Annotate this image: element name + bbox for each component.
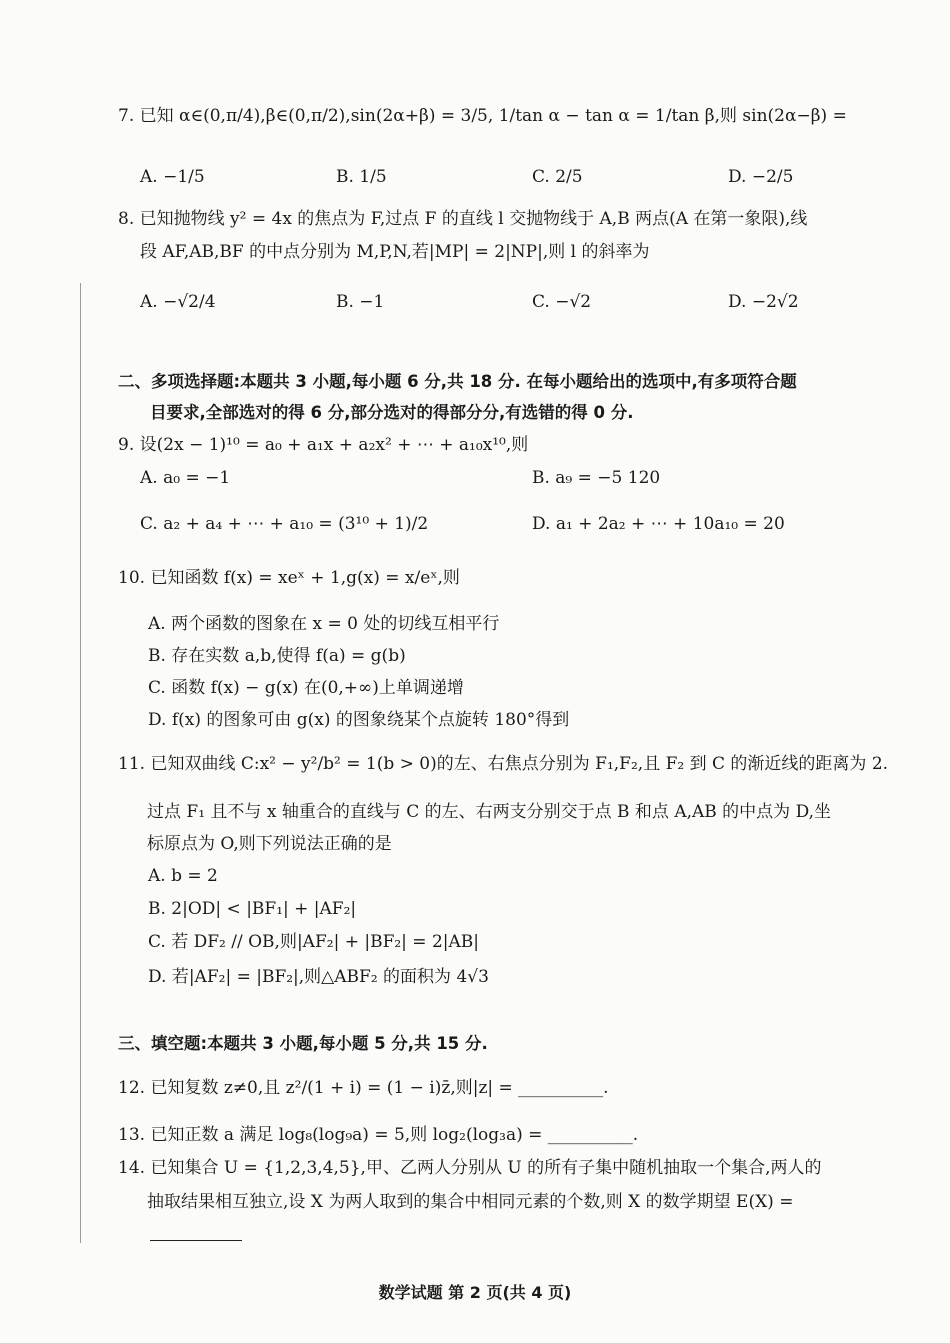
question-14-stem-line2: 抽取结果相互独立,设 X 为两人取到的集合中相同元素的个数,则 X 的数学期望 E(X) =: [147, 1192, 794, 1212]
question-14-answer-blank: [150, 1240, 242, 1241]
question-8-option-d: D. −2√2: [728, 292, 799, 312]
question-10-option-a: A. 两个函数的图象在 x = 0 处的切线互相平行: [148, 614, 500, 634]
question-11-option-c: C. 若 DF₂ // OB,则|AF₂| + |BF₂| = 2|AB|: [148, 932, 479, 952]
question-8-option-a: A. −√2/4: [140, 292, 216, 312]
question-9-option-d: D. a₁ + 2a₂ + ⋯ + 10a₁₀ = 20: [532, 514, 785, 534]
question-8-option-b: B. −1: [336, 292, 385, 312]
question-10-option-d: D. f(x) 的图象可由 g(x) 的图象绕某个点旋转 180°得到: [148, 710, 570, 730]
margin-line: [80, 283, 81, 1243]
question-11-option-a: A. b = 2: [148, 866, 218, 886]
question-8-stem-line1: 8. 已知抛物线 y² = 4x 的焦点为 F,过点 F 的直线 l 交抛物线于 A,B 两点(A 在第一象限),线: [118, 209, 808, 229]
section-3-heading: 三、填空题:本题共 3 小题,每小题 5 分,共 15 分.: [118, 1034, 488, 1053]
question-11-option-d: D. 若|AF₂| = |BF₂|,则△ABF₂ 的面积为 4√3: [148, 967, 489, 987]
section-2-heading-line2: 目要求,全部选对的得 6 分,部分选对的得部分分,有选错的得 0 分.: [150, 403, 634, 422]
question-7-option-c: C. 2/5: [532, 167, 583, 187]
page-footer: 数学试题 第 2 页(共 4 页): [378, 1283, 572, 1302]
question-7-option-a: A. −1/5: [140, 167, 205, 187]
question-9-option-c: C. a₂ + a₄ + ⋯ + a₁₀ = (3¹⁰ + 1)/2: [140, 514, 429, 534]
question-8-stem-line2: 段 AF,AB,BF 的中点分别为 M,P,N,若|MP| = 2|NP|,则 l 的斜率为: [140, 242, 650, 262]
question-11-stem-line1: 11. 已知双曲线 C:x² − y²/b² = 1(b > 0)的左、右焦点分别为 F₁,F₂,且 F₂ 到 C 的渐近线的距离为 2.: [118, 754, 889, 774]
question-14-stem-line1: 14. 已知集合 U = {1,2,3,4,5},甲、乙两人分别从 U 的所有子集中随机抽取一个集合,两人的: [118, 1158, 822, 1178]
question-10-option-c: C. 函数 f(x) − g(x) 在(0,+∞)上单调递增: [148, 678, 464, 698]
section-2-heading-line1: 二、多项选择题:本题共 3 小题,每小题 6 分,共 18 分. 在每小题给出的选项中,有多项符合题: [118, 372, 797, 391]
question-7-stem: 7. 已知 α∈(0,π/4),β∈(0,π/2),sin(2α+β) = 3/5, 1/tan α − tan α = 1/tan β,则 sin(2α−β) =: [118, 106, 847, 126]
question-10-option-b: B. 存在实数 a,b,使得 f(a) = g(b): [148, 646, 406, 666]
question-11-stem-line3: 标原点为 O,则下列说法正确的是: [147, 834, 392, 854]
question-12-stem: 12. 已知复数 z≠0,且 z²/(1 + i) = (1 − i)z̄,则|z| = __________.: [118, 1078, 609, 1098]
question-9-option-a: A. a₀ = −1: [140, 468, 231, 488]
question-9-option-b: B. a₉ = −5 120: [532, 468, 661, 488]
question-13-stem: 13. 已知正数 a 满足 log₈(log₉a) = 5,则 log₂(log₃a) = __________.: [118, 1125, 639, 1145]
question-11-option-b: B. 2|OD| < |BF₁| + |AF₂|: [148, 899, 357, 919]
question-7-option-b: B. 1/5: [336, 167, 387, 187]
question-10-stem: 10. 已知函数 f(x) = xeˣ + 1,g(x) = x/eˣ,则: [118, 568, 460, 588]
question-9-stem: 9. 设(2x − 1)¹⁰ = a₀ + a₁x + a₂x² + ⋯ + a₁₀x¹⁰,则: [118, 435, 529, 455]
question-11-stem-line2: 过点 F₁ 且不与 x 轴重合的直线与 C 的左、右两支分别交于点 B 和点 A,AB 的中点为 D,坐: [147, 802, 832, 822]
question-8-option-c: C. −√2: [532, 292, 592, 312]
question-7-option-d: D. −2/5: [728, 167, 794, 187]
